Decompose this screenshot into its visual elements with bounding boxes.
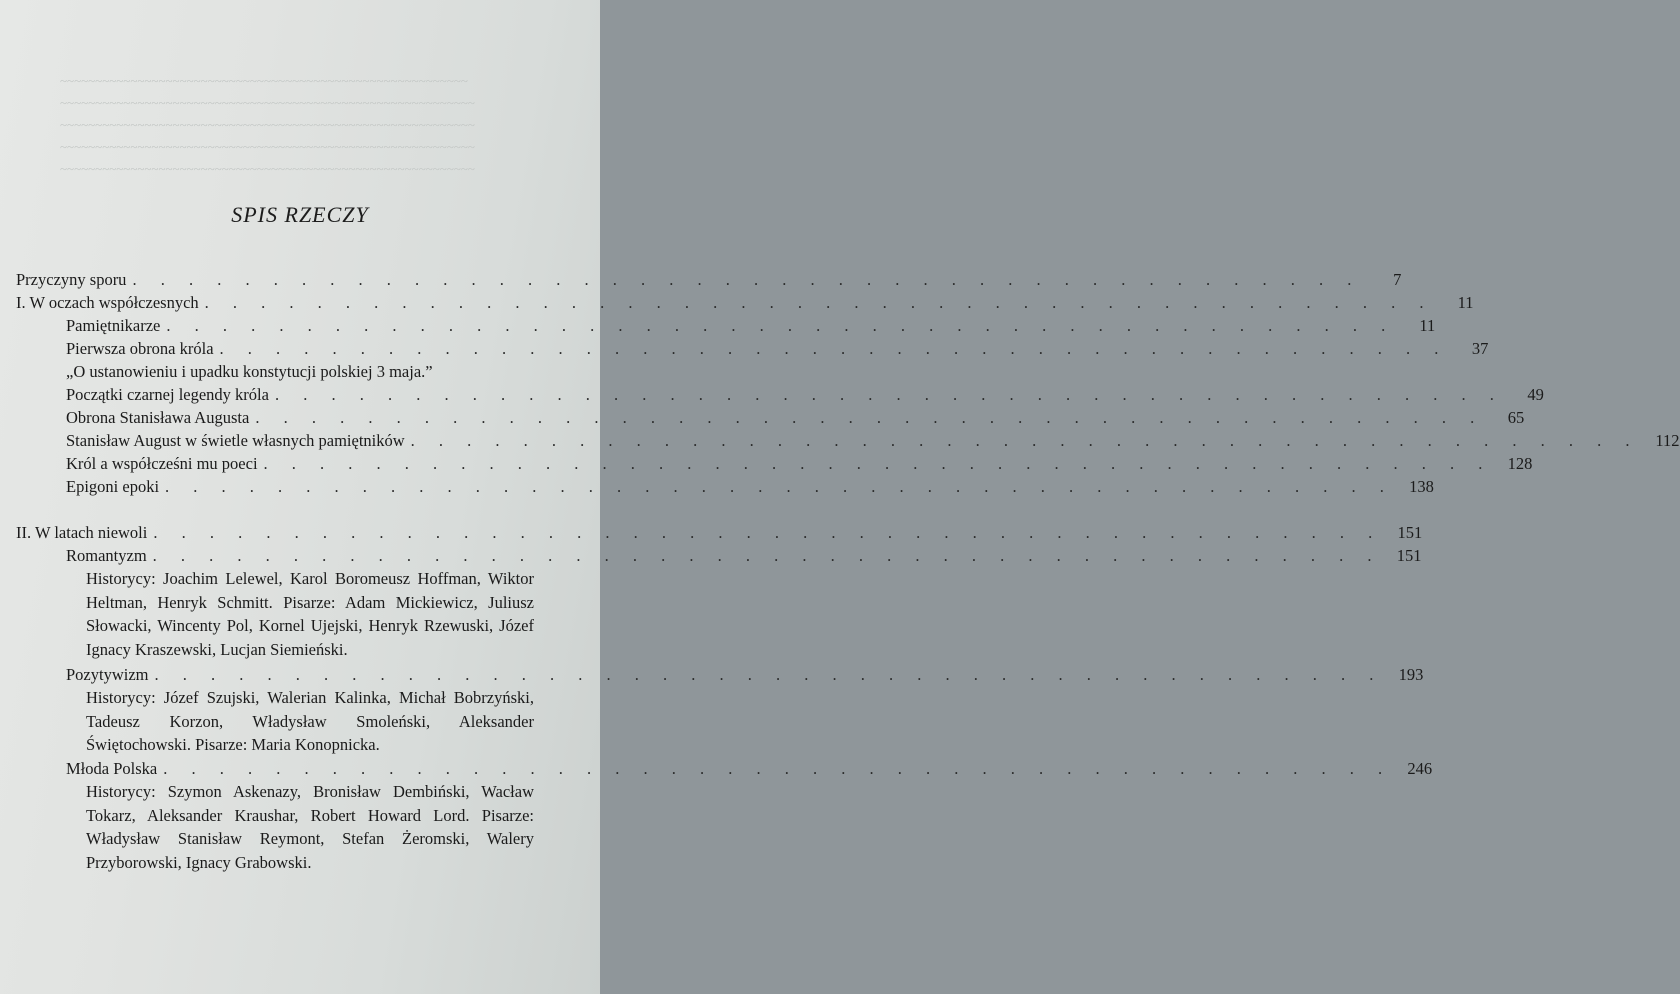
leader-dots: . . . . . . . . . . . . . . . . . . . . . . . . . . . . . . . . . . . . . . . . . . . . (153, 523, 1383, 542)
leader-dots: . . . . . . . . . . . . . . . . . . . . . . . . . . . . . . . . . . . . . . . . . . . . (219, 339, 1449, 358)
leader-dots: . . . . . . . . . . . . . . . . . . . . . . . . . . . . . . . . . . . . . . . . . . . . (255, 408, 1485, 427)
leader-dots: . . . . . . . . . . . . . . . . . . . . . . . . . . . . . . . . . . . . . . . . . . . . (166, 316, 1396, 335)
leader-dots: . . . . . . . . . . . . . . . . . . . . . . . . . . . . . . . . . . . . . . . . . . . . (274, 385, 1504, 404)
toc-entry-label: Król a współcześni mu poeci (66, 454, 258, 473)
toc-entry-page: 11 (1419, 316, 1436, 335)
toc-entry-w-oczach-wspolczesnych (16, 291, 1474, 314)
leader-dots: . . . . . . . . . . . . . . . . . . . . . . . . . . . . . . . . . . . . . . . . . . . . (154, 665, 1384, 684)
toc-entry-page: 112 (1655, 431, 1680, 450)
toc-entry-w-latach-niewoli (16, 521, 1423, 544)
toc-entry-epigoni-epoki (66, 475, 1434, 498)
toc-entry-page: 49 (1527, 385, 1544, 404)
toc-entry-obrona-stanislawa-augusta (66, 406, 1525, 429)
page-title: SPIS RZECZY (231, 202, 369, 227)
toc-entry-label: I. W oczach współczesnych (16, 293, 199, 312)
toc-entry-poczatki-czarnej-legendy (66, 383, 1544, 406)
toc-entry-label: Pozytywizm (66, 665, 149, 684)
toc-entry-krol-a-wspolczesni-poeci (66, 452, 1533, 475)
toc-entry-page: 138 (1409, 477, 1434, 496)
toc-entry-label: Pamiętnikarze (66, 316, 161, 335)
toc-entry-label: II. W latach niewoli (16, 523, 148, 542)
toc-entry-page: 65 (1507, 408, 1525, 427)
leader-dots: . . . . . . . . . . . . . . . . . . . . . . . . . . . . . . . . . . . . . . . . . . . . (165, 477, 1394, 496)
toc-entry-romantyzm (66, 544, 1422, 567)
toc-entry-page: 151 (1396, 546, 1422, 565)
toc-entry-pamietnikarze (66, 314, 1436, 337)
toc-entry-pozytywizm (66, 663, 1424, 686)
toc-entry-page: 11 (1457, 293, 1474, 312)
leader-dots: . . . . . . . . . . . . . . . . . . . . . . . . . . . . . . . . . . . . . . . . . . . . (263, 454, 1493, 473)
toc-entry-label: Obrona Stanisława Augusta (66, 408, 250, 427)
toc-entry-page: 128 (1507, 454, 1533, 473)
toc-entry-page: 151 (1397, 523, 1423, 542)
toc-entry-page: 37 (1471, 339, 1489, 358)
toc-entry-label: Przyczyny sporu (16, 270, 127, 289)
toc-entry-label: Młoda Polska (66, 759, 158, 778)
toc-entry-label: „O ustanowieniu i upadku konstytucji polskiej 3 maja.” (66, 362, 433, 381)
toc-entry-page: 7 (1393, 270, 1402, 289)
toc-entry-pierwsza-obrona-krola (66, 337, 1489, 360)
show-through-texture: ~~~~~~~~~~~~~~~~~~~~~~~~~~~~~~~~~~~~~~~~~~~~~~~~~~~~~~~~~~ ~~~~~~~~~~~~~~~~~~~~~~~~~~~~~~~~~~~~~~~~~~~~~~~~~~~~~~~~~~~ ~~~~~~~~~~~~~~~~~~~~~~~~~~~~~~~~~~~~~~~~~~~~~~~~~~~~~~~~~~~ ~~~~~~~~~~~~~~~~~~~~~~~~~~~~~~~~~~~~~~~~~~~~~~~~~~~~~~~~~~~ ~~~~~~~~~~~~~~~~~~~~~~~~~~~~~~~~~~~~~~~~~~~~~~~~~~~~~~~~~~~ (60, 73, 475, 176)
toc-entry-label: Romantyzm (66, 546, 147, 565)
toc-entry-label: Pierwsza obrona króla (66, 339, 214, 358)
toc-entry-przyczyny-sporu (16, 268, 1402, 291)
toc-entry-page: 246 (1407, 759, 1433, 778)
toc-description-romantyzm: Historycy: Joachim Lelewel, Karol Boromeusz Hoffman, Wiktor Heltman, Henryk Schmitt. Pisarze: Adam Mickiewicz, Juliusz Słowacki, Wincenty Pol, Kornel Ujejski, Henryk Rzewuski, Józef Ignacy Kraszewski, Lucjan Siemieński. (86, 569, 534, 659)
toc-entry-label: Stanisław August w świetle własnych pamiętników (66, 431, 405, 450)
leader-dots: . . . . . . . . . . . . . . . . . . . . . . . . . . . . . . . . . . . . . . . . . . . . (132, 270, 1362, 289)
leader-dots: . . . . . . . . . . . . . . . . . . . . . . . . . . . . . . . . . . . . . . . . . . . . (410, 431, 1640, 450)
leader-dots: . . . . . . . . . . . . . . . . . . . . . . . . . . . . . . . . . . . . . . . . . . . . (163, 759, 1393, 778)
toc-description-mloda-polska: Historycy: Szymon Askenazy, Bronisław Dembiński, Wacław Tokarz, Aleksander Kraushar, Robert Howard Lord. Pisarze: Władysław Stanisław Reymont, Stefan Żeromski, Walery Przyborowski, Ignacy Grabowski. (86, 782, 534, 872)
toc-entry-mloda-polska (66, 757, 1433, 780)
toc-description-pozytywizm: Historycy: Józef Szujski, Walerian Kalinka, Michał Bobrzyński, Tadeusz Korzon, Władysław Smoleński, Aleksander Świętochowski. Pisarze: Maria Konopnicka. (86, 688, 534, 754)
toc-entry-label: Początki czarnej legendy króla (66, 385, 269, 404)
leader-dots: . . . . . . . . . . . . . . . . . . . . . . . . . . . . . . . . . . . . . . . . . . . . (204, 293, 1434, 312)
toc-entry-page: 193 (1398, 665, 1424, 684)
toc-entry-label: Epigoni epoki (66, 477, 160, 496)
toc-subtitle-konstytucja (66, 360, 562, 383)
toc-entry-stanislaw-august-pamietniki (66, 429, 1680, 452)
leader-dots: . . . . . . . . . . . . . . . . . . . . . . . . . . . . . . . . . . . . . . . . . . . . (152, 546, 1382, 565)
